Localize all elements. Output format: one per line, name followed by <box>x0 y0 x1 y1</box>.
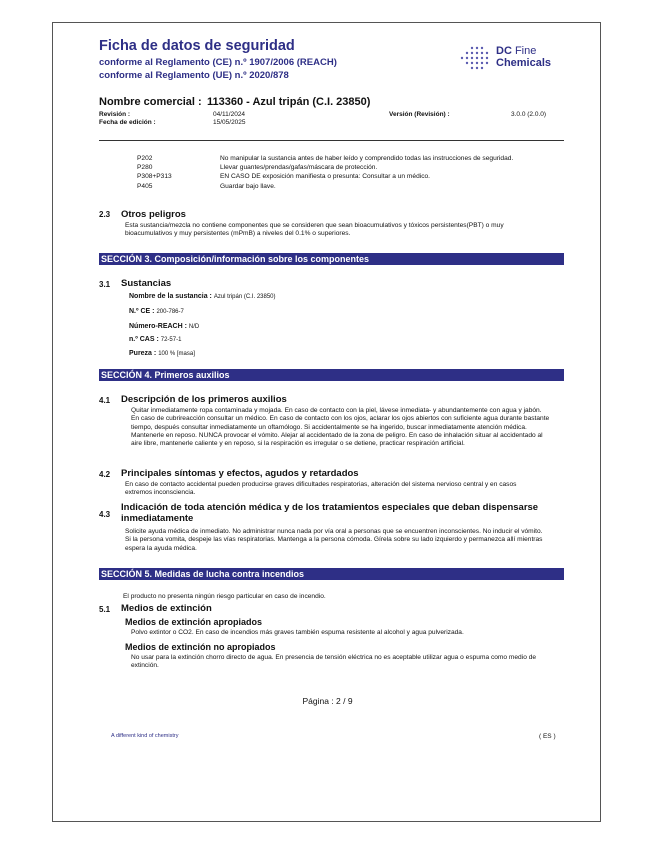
purity: Pureza : 100 % [masa] <box>129 350 195 357</box>
section-2-3-text: Esta sustancia/mezcla no contiene componentes que se consideren que sean bioacumulativos y tóxicos persistentes(PBT) o muy bioacumulativos y muy persistentes (mPmB) a niveles del 0.1% o superiores. <box>125 222 504 238</box>
section-3-1-number: 3.1 <box>99 280 111 289</box>
section-4-3-text: Solicite ayuda médica de inmediato. No administrar nunca nada por vía oral a personas que se encuentren inconscientes. No inducir el vómito. Si la persona vomita, despeje las vías respiratorias. Mantenga a la persona cómoda. Gírela sobre su lado izquierdo y permanezca allí mientras espera la ayuda médica. <box>125 528 543 552</box>
precaution-row: P405 Guardar bajo llave. <box>137 182 276 190</box>
suitable-media-text: Polvo extintor o CO2. En caso de incendios más graves también espuma resistente al alcohol y agua pulverizada. <box>131 629 464 636</box>
dots-logo-icon <box>458 45 492 71</box>
section-4-2-title: Principales síntomas y efectos, agudos y retardados <box>121 468 359 479</box>
precaution-row: P202 No manipular la sustancia antes de haber leído y comprendido todas las instrucciones de seguridad. <box>137 155 514 162</box>
section-2-3-title: Otros peligros <box>121 209 186 220</box>
section-3-1-title: Sustancias <box>121 278 172 289</box>
precautionary-statements <box>99 155 559 192</box>
precaution-row: P308+P313 EN CASO DE exposición manifiesta o presunta: Consultar a un médico. <box>137 173 431 181</box>
product-name-label: Nombre comercial : <box>99 96 202 108</box>
version-label: Versión (Revisión) : <box>389 111 450 118</box>
precaution-row: P280 Llevar guantes/prendas/gafas/máscara de protección. <box>137 164 378 172</box>
section-3-header: SECCIÓN 3. Composición/información sobre los componentes <box>99 253 564 265</box>
substance-name: Nombre de la sustancia : Azul tripán (C.I. 23850) <box>129 293 276 300</box>
section-2-3-number: 2.3 <box>99 210 111 219</box>
section-4-header: SECCIÓN 4. Primeros auxilios <box>99 369 564 381</box>
section-4-1-title: Descripción de los primeros auxilios <box>121 394 287 405</box>
unsuitable-media-title: Medios de extinción no apropiados <box>125 642 276 652</box>
regulation-line-2: conforme al Reglamento (UE) n.º 2020/878 <box>99 70 289 81</box>
product-name-row <box>99 96 564 108</box>
header-divider <box>99 140 564 141</box>
revision-value: 04/11/2024 <box>213 111 246 118</box>
cas-number: n.º CAS : 72-57-1 <box>129 336 182 343</box>
edition-value: 15/05/2025 <box>213 119 246 126</box>
section-4-3-number: 4.3 <box>99 510 111 519</box>
section-4-2-text: En caso de contacto accidental pueden producirse graves dificultades respiratorias, alteración del sistema nervioso central y en casos extremos inconsciencia. <box>125 481 517 497</box>
section-5-1-number: 5.1 <box>99 605 111 614</box>
document-page <box>52 22 601 822</box>
edition-label: Fecha de edición : <box>99 119 156 126</box>
section-5-1-title: Medios de extinción <box>121 603 212 614</box>
section-4-3-title: Indicación de toda atención médica y de los tratamientos especiales que deban dispensarse inmediatamente <box>121 502 539 524</box>
revision-label: Revisión : <box>99 111 131 118</box>
version-value: 3.0.0 (2.0.0) <box>511 111 547 118</box>
section-4-2-number: 4.2 <box>99 470 111 479</box>
ce-number: N.º CE : 200-786-7 <box>129 308 184 315</box>
logo-wordmark: DC Fine Chemicals <box>496 45 552 69</box>
company-logo <box>458 45 568 73</box>
suitable-media-title: Medios de extinción apropiados <box>125 617 263 627</box>
section-4-1-text: Quitar inmediatamente ropa contaminada y mojada. En caso de contacto con la piel, lávese inmediata- y abundantemente con agua y jabón. En caso de cubrireacción consultar un médico. En caso de contacto con los ojos, aclarar los ojos abiertos con suficiente agua durante bastante tiempo, después consultar inmediatamente un oftamólogo. Si accidentalmente se ha ingerido, buscar inmediatamente atención médica. Mantenerle en reposo. NUNCA provocar el vómito. Alejar al accidentado de la zona de peligro. En caso de inhalación situar al accidentado al aire libre, mantenerle caliente y en reposo, si la respiración es irregular o se detiene, practicar respiración artificial. <box>131 407 550 448</box>
regulation-line-1: conforme al Reglamento (CE) n.º 1907/2006 (REACH) <box>99 57 337 68</box>
product-name-value: 113360 - Azul tripán (C.I. 23850) <box>207 96 371 108</box>
footer-language: ( ES ) <box>539 733 556 740</box>
unsuitable-media-text: No usar para la extinción chorro directo de agua. En presencia de tensión eléctrica no es aceptable utilizar agua o espuma como medio de extinción. <box>131 654 537 670</box>
section-4-1-number: 4.1 <box>99 396 111 405</box>
section-5-intro: El producto no presenta ningún riesgo particular en caso de incendio. <box>123 593 326 600</box>
section-5-header: SECCIÓN 5. Medidas de lucha contra incendios <box>99 568 564 580</box>
reach-number: Número-REACH : N/D <box>129 323 200 330</box>
page-number: Página : 2 / 9 <box>302 696 353 706</box>
footer-tagline: A different kind of chemistry <box>111 733 179 739</box>
document-title: Ficha de datos de seguridad <box>99 38 295 54</box>
